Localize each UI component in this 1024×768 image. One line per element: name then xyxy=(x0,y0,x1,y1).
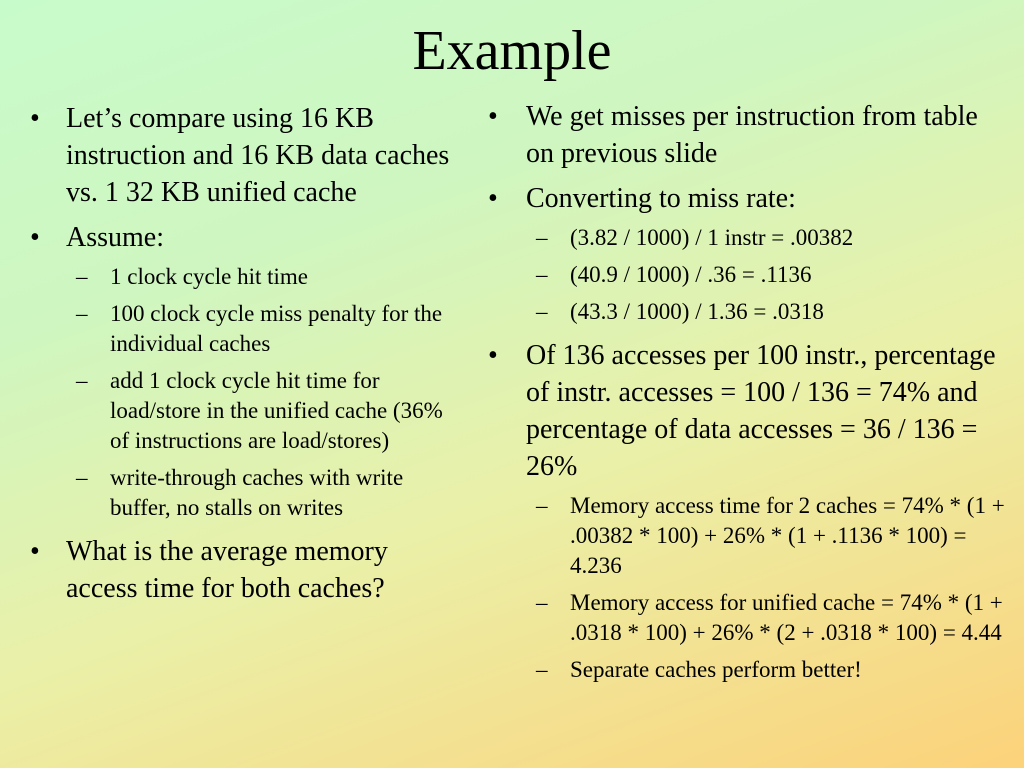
sub-bullet-text: (3.82 / 1000) / 1 instr = .00382 xyxy=(570,225,854,250)
sub-bullet-text: Separate caches perform better! xyxy=(570,657,862,682)
sub-bullet-item xyxy=(524,588,1008,648)
sub-bullet-item xyxy=(64,366,450,456)
bullet-icon: • xyxy=(488,340,498,371)
sub-bullet-text: Memory access for unified cache = 74% * (1 + .0318 * 100) + 26% * (2 + .0318 * 100) = 4.44 xyxy=(570,590,1003,645)
bullet-text: Assume: xyxy=(66,222,164,253)
bullet-text: Let’s compare using 16 KB instruction and 16 KB data caches vs. 1 32 KB unified cache xyxy=(66,103,450,208)
dash-icon: – xyxy=(76,301,88,326)
dash-icon: – xyxy=(76,368,88,393)
bullet-icon: • xyxy=(488,101,498,132)
bullet-item xyxy=(30,100,450,211)
sub-bullet-item xyxy=(524,223,1008,253)
sub-bullet-text: 100 clock cycle miss penalty for the individual caches xyxy=(110,301,443,356)
slide-title: Example xyxy=(412,20,612,82)
left-bullet-list xyxy=(30,100,450,607)
bullet-icon: • xyxy=(30,222,40,253)
dash-icon: – xyxy=(536,657,548,682)
dash-icon: – xyxy=(536,262,548,287)
bullet-icon: • xyxy=(488,183,498,214)
dash-icon: – xyxy=(536,590,548,615)
sub-bullet-text: add 1 clock cycle hit time for load/store in the unified cache (36% of instructions are load/stores) xyxy=(110,368,443,453)
dash-icon: – xyxy=(536,493,548,518)
sub-bullet-list xyxy=(526,223,1008,327)
sub-bullet-text: Memory access time for 2 caches = 74% * (1 + .00382 * 100) + 26% * (1 + .1136 * 100) = 4.236 xyxy=(570,493,1005,578)
sub-bullet-list xyxy=(66,262,450,523)
sub-bullet-item xyxy=(524,297,1008,327)
bullet-item xyxy=(30,533,450,607)
dash-icon: – xyxy=(536,299,548,324)
sub-bullet-item xyxy=(524,260,1008,290)
bullet-icon: • xyxy=(30,103,40,134)
sub-bullet-text: (40.9 / 1000) / .36 = .1136 xyxy=(570,262,812,287)
bullet-icon: • xyxy=(30,536,40,567)
dash-icon: – xyxy=(76,264,88,289)
dash-icon: – xyxy=(76,465,88,490)
sub-bullet-item xyxy=(524,655,1008,685)
sub-bullet-item xyxy=(64,299,450,359)
bullet-text: Converting to miss rate: xyxy=(526,183,796,214)
sub-bullet-item xyxy=(524,491,1008,581)
bullet-item xyxy=(488,337,1008,685)
sub-bullet-text: 1 clock cycle hit time xyxy=(110,264,308,289)
bullet-item xyxy=(488,180,1008,327)
right-bullet-list xyxy=(488,98,1008,685)
left-column xyxy=(30,100,450,615)
sub-bullet-item xyxy=(64,463,450,523)
sub-bullet-text: (43.3 / 1000) / 1.36 = .0318 xyxy=(570,299,824,324)
dash-icon: – xyxy=(536,225,548,250)
bullet-text: Of 136 accesses per 100 instr., percentage of instr. accesses = 100 / 136 = 74% and percentage of data accesses = 36 / 136 = 26% xyxy=(526,340,996,482)
bullet-text: What is the average memory access time for both caches? xyxy=(66,536,388,604)
sub-bullet-list xyxy=(526,491,1008,685)
bullet-item xyxy=(30,219,450,523)
sub-bullet-item xyxy=(64,262,450,292)
sub-bullet-text: write-through caches with write buffer, no stalls on writes xyxy=(110,465,404,520)
bullet-item xyxy=(488,98,1008,172)
bullet-text: We get misses per instruction from table on previous slide xyxy=(526,101,978,169)
right-column xyxy=(488,98,1008,695)
